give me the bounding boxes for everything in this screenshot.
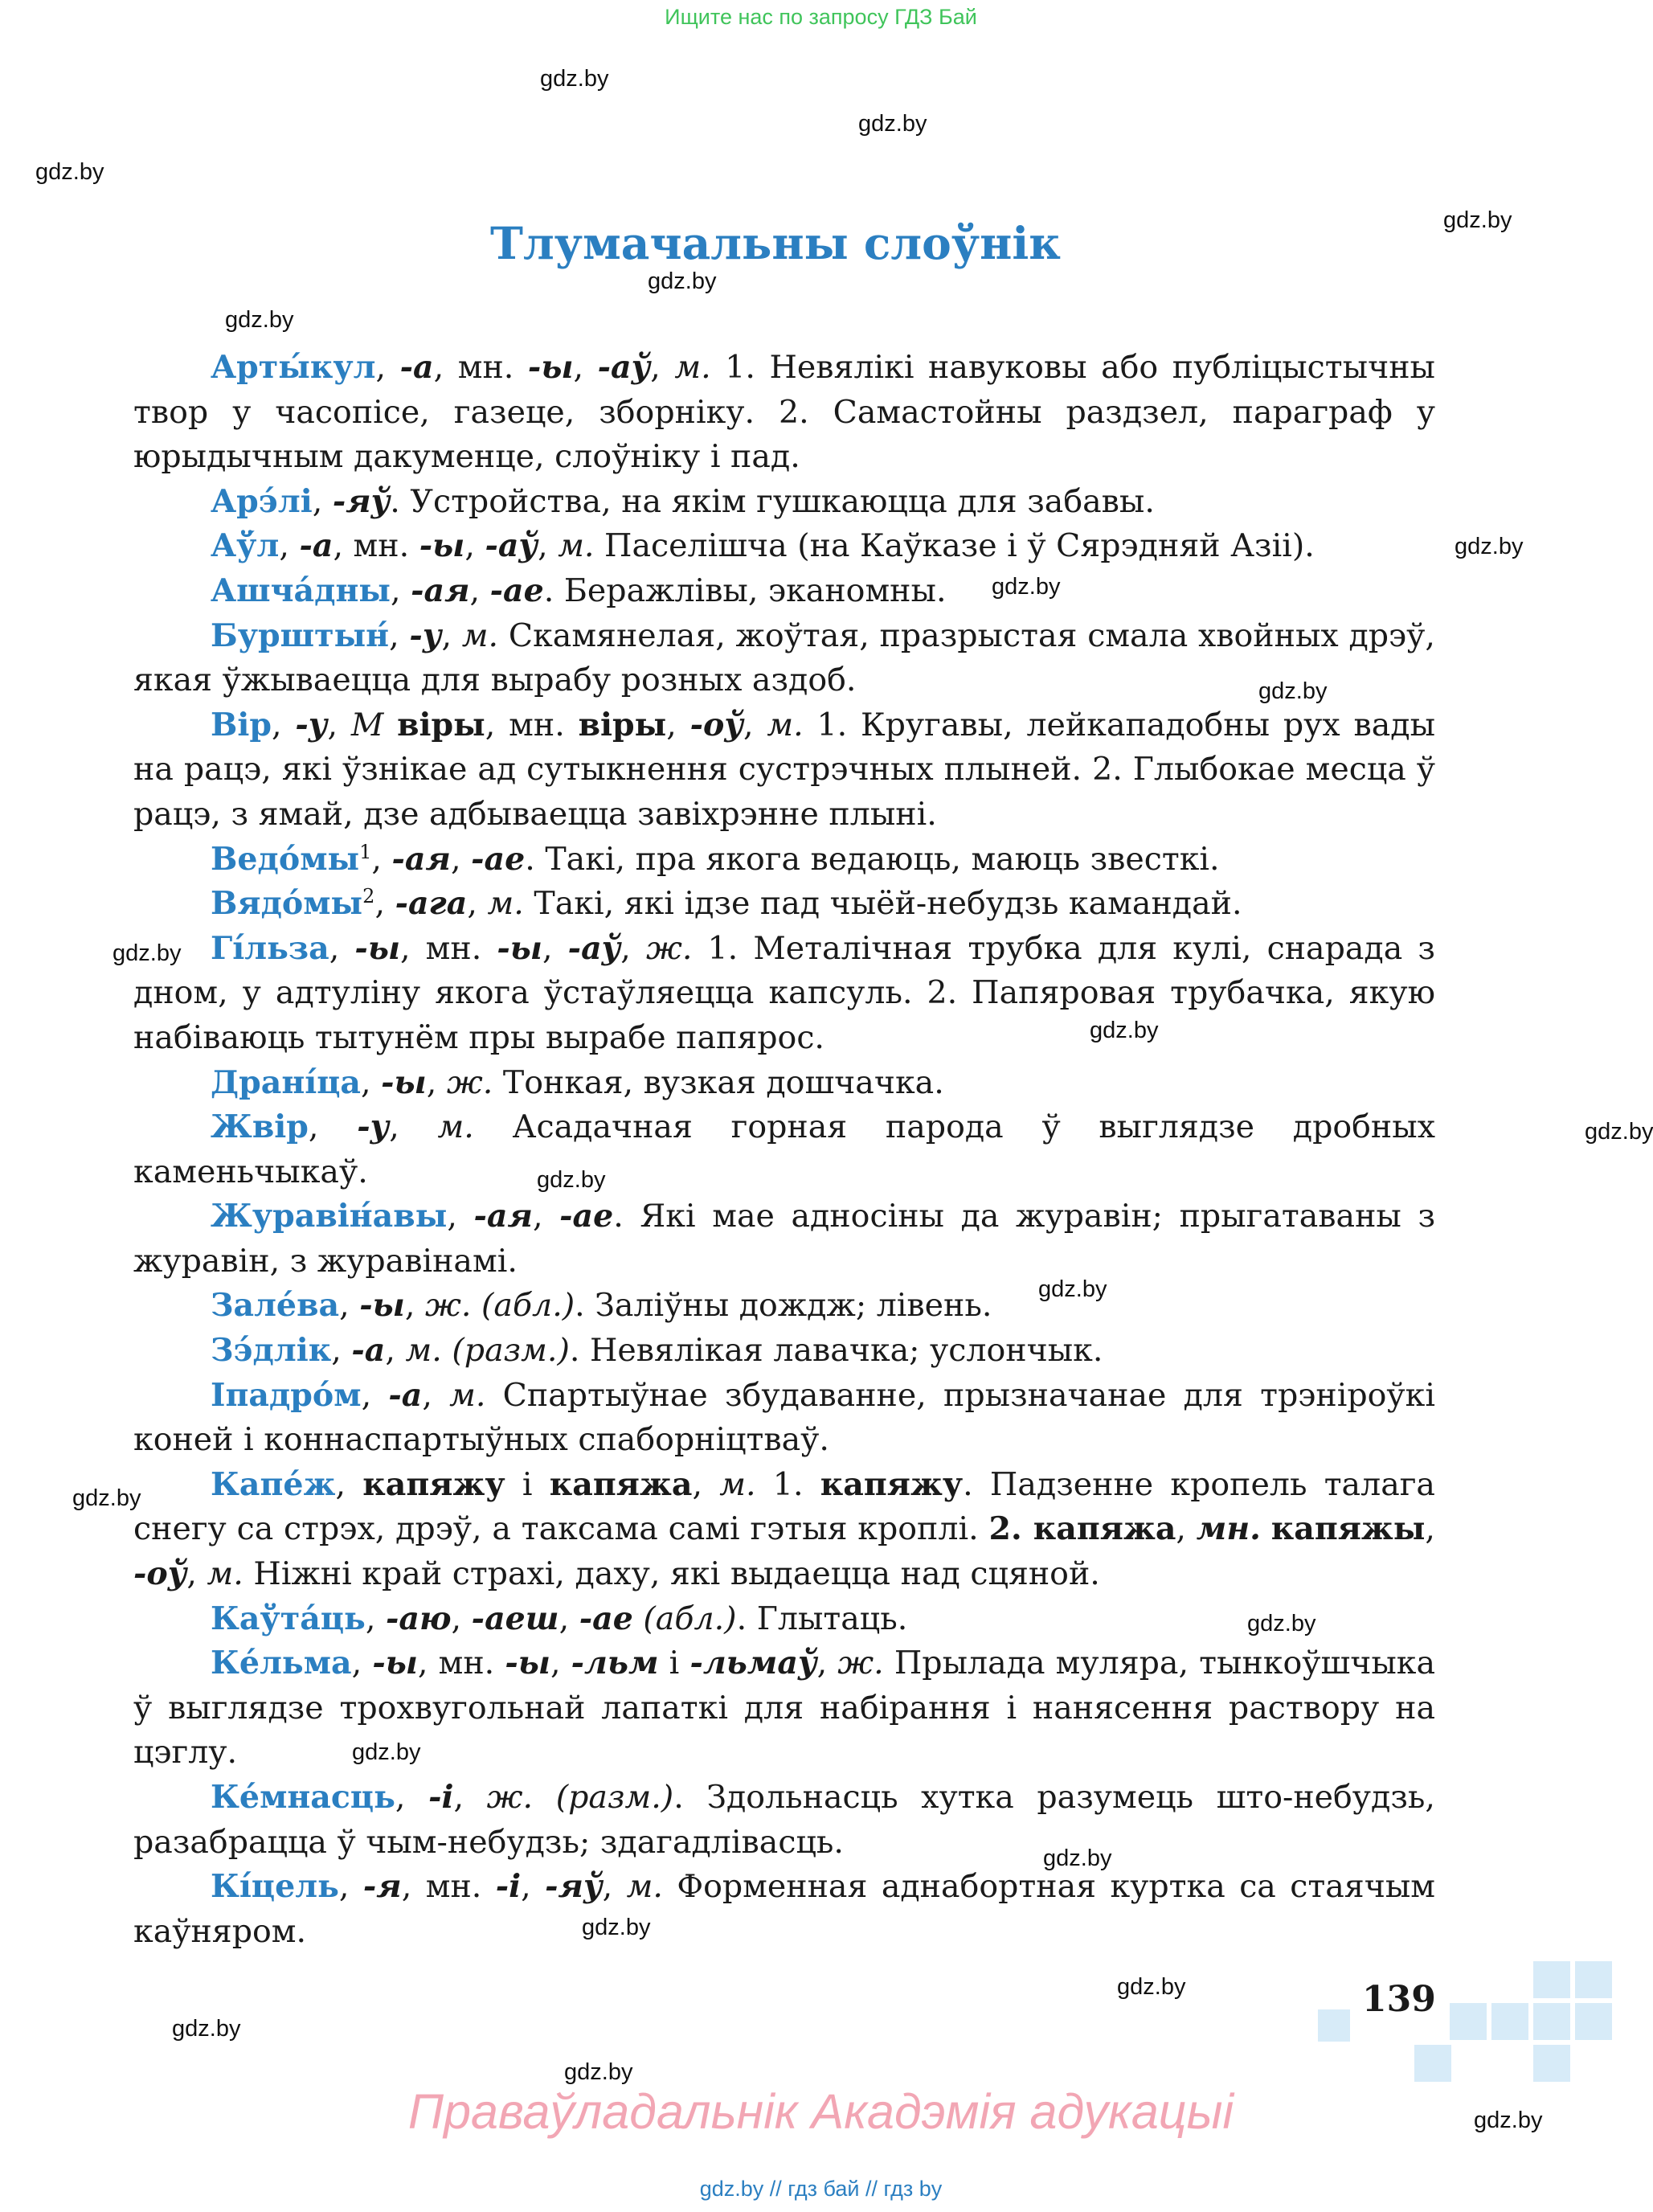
- dictionary-entry: [133, 1463, 1435, 1597]
- dictionary-entry: [133, 882, 1435, 927]
- punct: ,: [441, 616, 462, 654]
- headword: Ке́мнасць: [211, 1779, 395, 1816]
- grammar-form: -льмаў: [689, 1645, 817, 1682]
- headword: Ведо́мы: [211, 840, 360, 878]
- decor-square: [1575, 1961, 1612, 1998]
- watermark: gdz.by: [352, 1739, 421, 1765]
- punct: ,: [1176, 1510, 1197, 1548]
- watermark: gdz.by: [858, 111, 927, 137]
- dictionary-entry: [133, 1865, 1435, 1954]
- decor-square: [1575, 2003, 1612, 2040]
- punct: ,: [542, 929, 568, 967]
- dictionary-entry: [133, 614, 1435, 703]
- punct: ,: [1425, 1510, 1435, 1548]
- watermark: gdz.by: [1585, 1119, 1653, 1145]
- punct: ,: [666, 706, 690, 743]
- headword: Зэ́длік: [211, 1332, 332, 1370]
- punct: ,: [532, 1198, 560, 1235]
- punct: ,: [338, 1868, 363, 1906]
- punct: ,: [426, 1063, 447, 1101]
- definition: . Такі, пра якога ведаюць, маюць звесткі.: [525, 840, 1220, 878]
- definition: . Падзенне кропель талага снегу са стрэх, дрэў, а таксама самі гэтыя кроплі.: [133, 1465, 1435, 1548]
- grammar-form: -ага: [395, 885, 468, 923]
- definition: . Устройства, на якім гушкаюцца для забавы.: [390, 482, 1155, 520]
- grammar-form: -ае: [471, 840, 526, 878]
- dictionary-entry: [133, 1061, 1435, 1106]
- grammar-form: -яў: [332, 482, 391, 520]
- punct: ,: [467, 885, 488, 923]
- dictionary-entry: [133, 1374, 1435, 1463]
- headword: Капе́ж: [211, 1465, 336, 1503]
- watermark: gdz.by: [72, 1485, 141, 1511]
- decor-square: [1491, 2003, 1528, 2040]
- dictionary-entry: [133, 838, 1435, 883]
- punct: ,: [365, 1600, 386, 1637]
- punct: ,: [186, 1555, 207, 1593]
- usage-mark: (разм.): [533, 1779, 674, 1816]
- grammar-form: -і: [428, 1779, 454, 1816]
- usage-mark: (разм.): [441, 1332, 570, 1370]
- dictionary-entry: [133, 1329, 1435, 1374]
- punct: ,: [390, 571, 411, 609]
- form: віры: [578, 706, 667, 743]
- gender-mark: м.: [487, 885, 524, 923]
- grammar-form: -ая: [411, 571, 470, 609]
- definition: . Невялікая лавачка; услончык.: [569, 1332, 1103, 1370]
- gender-mark: м.: [207, 1555, 243, 1593]
- grammar-form: -ае: [489, 571, 544, 609]
- headword: Аў́л: [211, 527, 280, 565]
- form: капяжы: [1270, 1510, 1426, 1548]
- definition: Паселішча (на Каўказе і ў Сярэдняй Азіі).: [594, 527, 1315, 565]
- punct: , мн.: [485, 706, 579, 743]
- definition: . Беражлівы, эканомны.: [543, 571, 947, 609]
- punct: ,: [620, 929, 646, 967]
- definition: . Заліўны дождж; лівень.: [575, 1287, 992, 1325]
- headword: Гі́льза: [211, 929, 329, 967]
- dictionary-entry: [133, 524, 1435, 569]
- watermark: gdz.by: [1117, 1974, 1186, 2000]
- homonym-index: 2: [362, 884, 375, 907]
- watermark: gdz.by: [35, 159, 104, 185]
- gender-mark: ж.: [424, 1287, 472, 1325]
- punct: ,: [573, 349, 598, 386]
- punct: ,: [331, 1332, 352, 1370]
- punct: ,: [469, 571, 490, 609]
- punct: , мн.: [333, 527, 419, 565]
- grammar-form: -ае: [559, 1198, 614, 1235]
- watermark: gdz.by: [1443, 207, 1512, 233]
- decor-square: [1533, 1961, 1570, 1998]
- definition: Тонкая, вузкая дошчачка.: [493, 1063, 944, 1101]
- definition: Такі, які ідзе пад чыёй-небудзь камандай.: [523, 885, 1242, 923]
- form: капяжу: [362, 1465, 505, 1503]
- punct: ,: [329, 929, 355, 967]
- watermark: gdz.by: [1455, 534, 1524, 559]
- punct: ,: [692, 1465, 720, 1503]
- grammar-form: -яў: [545, 1868, 603, 1906]
- punct: ,: [272, 706, 296, 743]
- headword: Жвір: [211, 1108, 309, 1146]
- dictionary-entry: [133, 1194, 1435, 1284]
- headword: Вір: [211, 706, 272, 743]
- punct: ,: [395, 1779, 429, 1816]
- grammar-form: -а: [399, 349, 434, 386]
- dictionary-entry: [133, 480, 1435, 525]
- grammar-form: -оў: [133, 1555, 187, 1593]
- gender-mark: м.: [767, 706, 804, 743]
- decor-square: [1533, 2003, 1570, 2040]
- definition: Прылада муляра, тынкоўшчыка ў выглядзе трохвугольнай лапаткі для набірання і нанясення раствору на цэглу.: [133, 1645, 1435, 1772]
- grammar-form: -аю: [386, 1600, 452, 1637]
- punct: ,: [374, 885, 395, 923]
- definition: . Здольнасць хутка разумець што-небудзь, разабрацца ў чым-небудзь; здагадлівасць.: [133, 1779, 1435, 1861]
- punct: ,: [389, 1108, 438, 1146]
- punct: ,: [404, 1287, 425, 1325]
- grammar-form: -у: [357, 1108, 390, 1146]
- punct: ,: [389, 616, 410, 654]
- punct: ,: [559, 1600, 579, 1637]
- punct: і: [658, 1645, 690, 1682]
- headword: Арэ́лі: [211, 482, 313, 520]
- dictionary-entry: [133, 569, 1435, 614]
- headword: Іпадро́м: [211, 1376, 362, 1414]
- copyright-footer: Праваўладальнік Акадэмія адукацыі: [407, 2084, 1234, 2139]
- punct: , мн.: [400, 929, 497, 967]
- watermark: gdz.by: [1043, 1845, 1112, 1871]
- watermark: gdz.by: [992, 574, 1061, 600]
- punct: ,: [550, 1645, 571, 1682]
- watermark: gdz.by: [172, 2016, 241, 2042]
- grammar-form: -аў: [485, 527, 538, 565]
- punct: ,: [602, 1868, 627, 1906]
- gender-mark: ж.: [645, 929, 693, 967]
- punct: ,: [335, 1465, 363, 1503]
- dictionary-entry: [133, 927, 1435, 1061]
- watermark: gdz.by: [582, 1915, 651, 1940]
- punct: 1.: [755, 1465, 820, 1503]
- punct: ,: [308, 1108, 358, 1146]
- form: 2. капяжа: [988, 1510, 1176, 1548]
- dictionary-entry: [133, 1105, 1435, 1194]
- headword: Каўта́ць: [211, 1600, 366, 1637]
- grammar-form: -ае: [579, 1600, 633, 1637]
- grammar-form: -ая: [473, 1198, 533, 1235]
- watermark: gdz.by: [1038, 1276, 1107, 1302]
- top-note: Ищите нас по запросу ГДЗ Бай: [665, 5, 977, 29]
- headword: Ашча́дны: [211, 571, 391, 609]
- headword: Кі́цель: [211, 1868, 339, 1906]
- grammar-form: -а: [299, 527, 333, 565]
- punct: ,: [453, 1779, 487, 1816]
- gender-mark: м.: [405, 1332, 442, 1370]
- gender-mark: ж.: [486, 1779, 534, 1816]
- punct: ,: [385, 1332, 406, 1370]
- watermark: gdz.by: [540, 66, 609, 92]
- punct: ,: [351, 1645, 373, 1682]
- gender-mark: м.: [437, 1108, 474, 1146]
- watermark: gdz.by: [1247, 1611, 1316, 1636]
- punct: ,: [371, 840, 392, 878]
- watermark: gdz.by: [648, 268, 717, 294]
- punct: , мн.: [433, 349, 528, 386]
- punct: ,: [450, 840, 472, 878]
- punct: і: [505, 1465, 550, 1503]
- grammar-form: -ы: [381, 1063, 427, 1101]
- punct: ,: [816, 1645, 838, 1682]
- grammar-form: -аў: [597, 349, 651, 386]
- gender-mark: ж.: [446, 1063, 493, 1101]
- grammar-form: -у: [409, 616, 442, 654]
- form: віры: [397, 706, 485, 743]
- definition: . Які мае адносіны да журавін; прыгатаваны з журавін, з журавінамі.: [133, 1198, 1435, 1280]
- grammar-form: -ы: [497, 929, 542, 967]
- punct: ,: [538, 527, 559, 565]
- punct: ,: [451, 1600, 472, 1637]
- form: капяжа: [549, 1465, 693, 1503]
- grammar-form: -і: [495, 1868, 522, 1906]
- watermark: gdz.by: [564, 2059, 633, 2085]
- punct: [383, 707, 397, 743]
- headword: Вядо́мы: [211, 885, 363, 923]
- footer-links[interactable]: gdz.by // гдз бай // гдз by: [699, 2177, 943, 2201]
- case-mark: М: [350, 706, 384, 743]
- punct: ,: [650, 349, 675, 386]
- decor-square: [1450, 2003, 1487, 2040]
- grammar-form: -льм: [571, 1645, 659, 1682]
- headword: Зале́ва: [211, 1287, 340, 1325]
- punct: ,: [312, 482, 333, 520]
- gender-mark: м.: [626, 1868, 663, 1906]
- gender-mark: м.: [461, 616, 499, 654]
- headword: Ке́льма: [211, 1645, 352, 1682]
- punct: ,: [375, 349, 400, 386]
- gender-mark: м.: [449, 1376, 486, 1414]
- punct: ,: [422, 1376, 450, 1414]
- watermark: gdz.by: [1090, 1018, 1159, 1043]
- gender-mark: м.: [674, 349, 711, 386]
- homonym-index: 1: [359, 840, 372, 863]
- definition: Скамянелая, жоўтая, празрыстая смала хвойных дрэў, якая ўжываецца для вырабу розных аздоб.: [133, 616, 1435, 699]
- grammar-form: -аеш: [471, 1600, 559, 1637]
- headword: Бурштын́: [211, 616, 390, 654]
- grammar-form: -оў: [689, 706, 744, 743]
- dictionary-entry: [133, 346, 1435, 480]
- headword: Арты́кул: [211, 349, 376, 386]
- punct: ,: [339, 1287, 360, 1325]
- page-number: 139: [1362, 1979, 1436, 2020]
- punct: ,: [327, 706, 351, 743]
- punct: ,: [521, 1868, 546, 1906]
- dictionary-entry: [133, 1597, 1435, 1642]
- grammar-form: -я: [362, 1868, 402, 1906]
- definition: Асадачная горная парода ў выглядзе дробных каменьчыкаў.: [133, 1108, 1435, 1190]
- grammar-mark: мн.: [1196, 1510, 1261, 1548]
- definition: Ніжні край страхі, даху, які выдаецца над сцяной.: [243, 1555, 1100, 1593]
- grammar-form: -у: [295, 706, 328, 743]
- gender-mark: м.: [719, 1465, 756, 1503]
- definition: 1. Металічная трубка для кулі, снарада з дном, у адтуліну якога ўстаўляецца капсуль. 2. Папяровая трубачка, якую набіваюць тытунём пры вырабе папярос.: [133, 929, 1435, 1056]
- punct: ,: [447, 1198, 474, 1235]
- definition: . Глытаць.: [736, 1600, 908, 1637]
- grammar-form: -а: [351, 1332, 386, 1370]
- grammar-form: -аў: [567, 929, 621, 967]
- usage-mark: (абл.): [632, 1600, 737, 1637]
- dictionary-entries: [133, 346, 1435, 1954]
- definition: Форменная аднабортная куртка са стаячым каўняром.: [133, 1868, 1435, 1950]
- grammar-form: -ы: [505, 1645, 550, 1682]
- definition: 1. Невялікі навуковы або публіцыстычны твор у часопісе, газеце, зборніку. 2. Самастойны раздзел, параграф у юрыдычным дакуменце, слоўніку і пад.: [133, 349, 1435, 476]
- decor-square: [1533, 2045, 1570, 2082]
- gender-mark: ж.: [837, 1645, 884, 1682]
- watermark: gdz.by: [537, 1167, 606, 1193]
- punct: ,: [464, 527, 485, 565]
- watermark: gdz.by: [113, 940, 182, 966]
- dictionary-entry: [133, 1776, 1435, 1865]
- page-title: Тлумачальны слоўнік: [490, 217, 1061, 269]
- grammar-form: -а: [388, 1376, 423, 1414]
- definition: 1. Кругавы, лейкападобны рух вады на рацэ, які ўзнікае ад сутыкнення сустрэчных плыней. 2. Глыбокае месца ў рацэ, з ямай, дзе адбываецца завіхрэнне плыні.: [133, 706, 1436, 833]
- form: капяжу: [820, 1465, 964, 1503]
- dictionary-entry: [133, 1284, 1435, 1329]
- punct: ,: [743, 706, 767, 743]
- decor-square: [1318, 2009, 1350, 2042]
- grammar-form: -ы: [372, 1645, 418, 1682]
- punct: ,: [279, 527, 300, 565]
- punct: ,: [361, 1063, 382, 1101]
- watermark: gdz.by: [1474, 2108, 1543, 2133]
- grammar-form: -ы: [354, 929, 401, 967]
- headword: Драні́ца: [211, 1063, 362, 1101]
- watermark: gdz.by: [225, 307, 294, 333]
- dictionary-entry: [133, 1641, 1435, 1776]
- grammar-form: -ы: [527, 349, 574, 386]
- grammar-form: -ая: [391, 840, 451, 878]
- grammar-form: -ы: [359, 1287, 405, 1325]
- grammar-form: -ы: [419, 527, 465, 565]
- gender-mark: м.: [558, 527, 595, 565]
- usage-mark: (абл.): [471, 1287, 575, 1325]
- decor-square: [1414, 2045, 1451, 2082]
- watermark: gdz.by: [1258, 678, 1328, 704]
- punct: ,: [361, 1376, 389, 1414]
- definition: Спартыўнае збудаванне, прызначанае для трэніроўкі коней і коннаспартыўных спаборніцтваў.: [133, 1376, 1435, 1459]
- punct: , мн.: [401, 1868, 496, 1906]
- punct: , мн.: [417, 1645, 505, 1682]
- headword: Журавін́авы: [211, 1198, 448, 1235]
- punct: [1261, 1510, 1271, 1547]
- dictionary-entry: [133, 703, 1435, 838]
